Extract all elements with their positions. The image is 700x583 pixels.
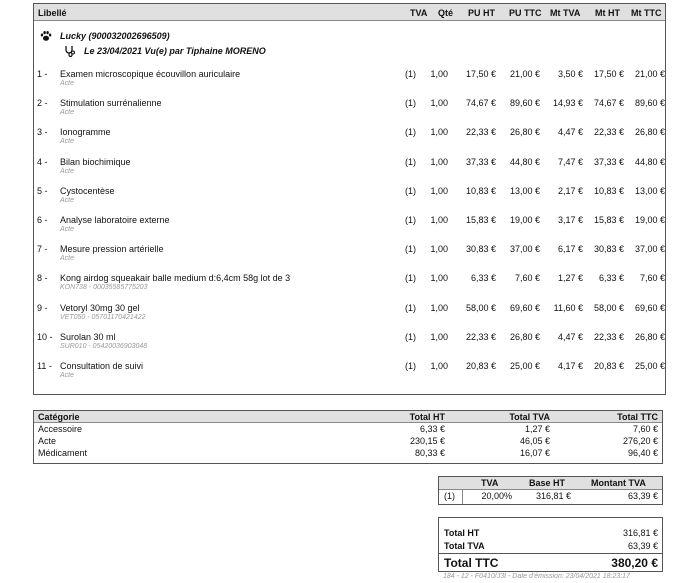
cell-pu-ttc: 26,80 € xyxy=(509,331,540,342)
table-header xyxy=(34,4,665,21)
cell-mt-ttc: 69,60 € xyxy=(634,302,665,313)
cell-mt-ttc: 19,00 € xyxy=(634,215,665,225)
vat-rate: 20,00% xyxy=(481,491,512,501)
table-row xyxy=(34,303,667,331)
category-ttc: 276,20 € xyxy=(622,436,658,446)
table-row xyxy=(34,244,667,272)
category-row xyxy=(34,423,662,435)
total-ht-label: Total HT xyxy=(444,528,480,538)
line-number: 10 - xyxy=(37,331,53,342)
cell-pu-ttc: 21,00 € xyxy=(509,69,540,79)
line-label: Surolan 30 ml xyxy=(60,331,116,342)
header-mt-ttc: Mt TTC xyxy=(631,8,662,18)
cell-mt-ttc: 21,00 € xyxy=(634,69,665,79)
cell-qte: 1,00 xyxy=(430,185,448,196)
cell-pu-ht: 37,33 € xyxy=(465,156,496,167)
table-row xyxy=(34,157,667,185)
totals-box xyxy=(438,517,663,572)
cell-tva: (1) xyxy=(405,98,416,109)
cell-mt-tva: 1,27 € xyxy=(557,273,583,284)
total-tva-value: 63,39 € xyxy=(627,541,658,551)
category-cat: Acte xyxy=(38,436,57,446)
category-ht: 6,33 € xyxy=(419,424,445,434)
line-subtitle: Acte xyxy=(60,226,75,233)
cell-pu-ttc: 69,60 € xyxy=(509,302,540,313)
cell-mt-ht: 22,33 € xyxy=(593,331,624,342)
line-number: 9 - xyxy=(37,302,48,313)
cell-mt-ttc: 13,00 € xyxy=(634,185,665,196)
cell-mt-ht: 10,83 € xyxy=(593,185,624,196)
cell-pu-ht: 22,33 € xyxy=(465,127,496,138)
line-label: Bilan biochimique xyxy=(60,156,131,167)
line-number: 6 - xyxy=(37,215,48,225)
category-ht: 80,33 € xyxy=(414,448,445,458)
line-number: 2 - xyxy=(37,98,48,109)
vat-row xyxy=(439,490,662,502)
total-ttc-value: 380,20 € xyxy=(611,556,658,570)
cell-pu-ht: 15,83 € xyxy=(465,215,496,225)
line-number: 3 - xyxy=(37,127,48,138)
table-row xyxy=(34,69,667,97)
header-total-tva: Total TVA xyxy=(509,412,550,422)
cell-tva: (1) xyxy=(405,273,416,284)
table-row xyxy=(34,215,667,243)
vat-col-divider xyxy=(462,490,463,504)
cell-pu-ttc: 7,60 € xyxy=(514,273,540,284)
cell-qte: 1,00 xyxy=(430,127,448,138)
line-subtitle: KON738 - 00035585775203 xyxy=(60,284,148,292)
line-subtitle: Acte xyxy=(60,138,75,146)
cell-mt-ht: 58,00 € xyxy=(593,302,624,313)
cell-mt-ttc: 25,00 € xyxy=(634,361,665,371)
total-tva-label: Total TVA xyxy=(444,541,485,551)
cell-mt-ttc: 26,80 € xyxy=(634,331,665,342)
cell-mt-ht: 20,83 € xyxy=(593,361,624,371)
table-row xyxy=(34,127,667,155)
line-number: 5 - xyxy=(37,185,48,196)
line-subtitle: Acte xyxy=(60,109,75,117)
cell-mt-tva: 4,47 € xyxy=(557,331,583,342)
cell-mt-ht: 17,50 € xyxy=(593,69,624,79)
category-row xyxy=(34,435,662,447)
header-base-ht: Base HT xyxy=(529,478,566,488)
line-number: 4 - xyxy=(37,156,48,167)
line-subtitle: Acte xyxy=(60,196,75,204)
line-label: Vetoryl 30mg 30 gel xyxy=(60,302,140,313)
total-ht-value: 316,81 € xyxy=(622,528,658,538)
cell-pu-ht: 30,83 € xyxy=(465,244,496,255)
category-header xyxy=(34,411,662,423)
cell-mt-tva: 3,17 € xyxy=(557,215,583,225)
cell-mt-ht: 30,83 € xyxy=(593,244,624,255)
cell-pu-ht: 22,33 € xyxy=(465,331,496,342)
cell-mt-ht: 15,83 € xyxy=(593,215,624,225)
line-subtitle: VET050 - 05701170421422 xyxy=(60,313,146,321)
cell-pu-ttc: 44,80 € xyxy=(509,156,540,167)
cell-mt-ttc: 7,60 € xyxy=(639,273,665,284)
vat-base: 316,81 € xyxy=(535,491,571,501)
category-ttc: 96,40 € xyxy=(627,448,658,458)
cell-mt-tva: 3,50 € xyxy=(557,69,583,79)
header-montant-tva: Montant TVA xyxy=(591,478,646,488)
line-label: Mesure pression artérielle xyxy=(60,244,164,255)
cell-qte: 1,00 xyxy=(430,273,448,284)
total-ttc-label: Total TTC xyxy=(444,556,499,570)
line-label: Analyse laboratoire externe xyxy=(60,215,170,225)
line-label: Cystocentèse xyxy=(60,185,115,196)
header-mt-ht: Mt HT xyxy=(595,8,620,18)
line-label: Examen microscopique écouvillon auriculaire xyxy=(60,69,241,79)
header-tva: TVA xyxy=(410,8,428,18)
line-subtitle: Acte xyxy=(60,255,75,263)
cell-mt-ht: 74,67 € xyxy=(593,98,624,109)
cell-qte: 1,00 xyxy=(430,244,448,255)
patient-name: Lucky (900032002696509) xyxy=(60,31,170,41)
cell-qte: 1,00 xyxy=(430,69,448,79)
vat-table xyxy=(438,476,663,505)
cell-tva: (1) xyxy=(405,361,416,371)
cell-qte: 1,00 xyxy=(430,156,448,167)
cell-pu-ht: 6,33 € xyxy=(470,273,496,284)
header-pu-ht: PU HT xyxy=(468,8,495,18)
line-label: Stimulation surrénalienne xyxy=(60,98,162,109)
cell-mt-ttc: 89,60 € xyxy=(634,98,665,109)
line-subtitle: SUR010 - 05420036903048 xyxy=(60,342,148,350)
cell-tva: (1) xyxy=(405,156,416,167)
line-subtitle: Acte xyxy=(60,167,75,175)
visit-info: Le 23/04/2021 Vu(e) par Tiphaine MORENO xyxy=(84,46,266,56)
cell-pu-ttc: 37,00 € xyxy=(509,244,540,255)
category-tva: 46,05 € xyxy=(519,436,550,446)
invoice-lines-table xyxy=(33,3,666,395)
cell-mt-ttc: 26,80 € xyxy=(634,127,665,138)
cell-pu-ttc: 26,80 € xyxy=(509,127,540,138)
cell-qte: 1,00 xyxy=(430,361,448,371)
cell-pu-ht: 20,83 € xyxy=(465,361,496,371)
cell-mt-tva: 6,17 € xyxy=(557,244,583,255)
cell-mt-tva: 2,17 € xyxy=(557,185,583,196)
vat-amount: 63,39 € xyxy=(627,491,658,501)
cell-qte: 1,00 xyxy=(430,302,448,313)
cell-pu-ht: 10,83 € xyxy=(465,185,496,196)
header-categorie: Catégorie xyxy=(38,412,80,422)
cell-mt-tva: 4,17 € xyxy=(557,361,583,371)
cell-tva: (1) xyxy=(405,302,416,313)
totals-divider xyxy=(439,553,662,554)
cell-pu-ht: 74,67 € xyxy=(465,98,496,109)
header-total-ttc: Total TTC xyxy=(617,412,658,422)
line-number: 1 - xyxy=(37,69,48,79)
cell-mt-tva: 4,47 € xyxy=(557,127,583,138)
cell-pu-ttc: 19,00 € xyxy=(509,215,540,225)
cell-tva: (1) xyxy=(405,244,416,255)
table-row xyxy=(34,98,667,126)
table-row xyxy=(34,273,667,301)
document-footer: 184 - 12 - F0410/J3t - Date d'émission: 23/04/2021 18:23:17 xyxy=(443,573,630,580)
cell-mt-ht: 6,33 € xyxy=(598,273,624,284)
category-row xyxy=(34,447,662,459)
header-mt-tva: Mt TVA xyxy=(550,8,581,18)
category-tva: 16,07 € xyxy=(519,448,550,458)
cell-qte: 1,00 xyxy=(430,331,448,342)
cell-tva: (1) xyxy=(405,69,416,79)
category-tva: 1,27 € xyxy=(524,424,550,434)
category-cat: Accessoire xyxy=(38,424,83,434)
cell-tva: (1) xyxy=(405,215,416,225)
line-number: 11 - xyxy=(37,361,52,371)
table-row xyxy=(34,332,667,360)
stethoscope-icon xyxy=(64,45,76,57)
category-summary-table xyxy=(33,410,663,464)
category-ht: 230,15 € xyxy=(409,436,445,446)
paw-icon xyxy=(40,30,52,42)
cell-pu-ttc: 25,00 € xyxy=(509,361,540,371)
cell-mt-tva: 7,47 € xyxy=(557,156,583,167)
table-row xyxy=(34,361,667,389)
vat-header xyxy=(439,477,662,490)
header-vat-rate: TVA xyxy=(481,478,499,488)
line-number: 8 - xyxy=(37,273,48,284)
cell-mt-ht: 22,33 € xyxy=(593,127,624,138)
header-pu-ttc: PU TTC xyxy=(509,8,542,18)
cell-mt-ttc: 44,80 € xyxy=(634,156,665,167)
line-subtitle: Acte xyxy=(60,372,75,379)
cell-qte: 1,00 xyxy=(430,98,448,109)
category-ttc: 7,60 € xyxy=(632,424,658,434)
cell-pu-ht: 17,50 € xyxy=(465,69,496,79)
cell-tva: (1) xyxy=(405,127,416,138)
cell-tva: (1) xyxy=(405,331,416,342)
header-total-ht: Total HT xyxy=(409,412,445,422)
cell-pu-ht: 58,00 € xyxy=(465,302,496,313)
cell-mt-ttc: 37,00 € xyxy=(634,244,665,255)
cell-mt-ht: 37,33 € xyxy=(593,156,624,167)
table-row xyxy=(34,186,667,214)
cell-mt-tva: 14,93 € xyxy=(552,98,583,109)
header-libelle: Libellé xyxy=(38,8,67,18)
vat-code: (1) xyxy=(444,491,455,501)
cell-mt-tva: 11,60 € xyxy=(553,302,583,313)
line-label: Ionogramme xyxy=(60,127,111,138)
cell-tva: (1) xyxy=(405,185,416,196)
line-label: Consultation de suivi xyxy=(60,361,144,371)
cell-pu-ttc: 89,60 € xyxy=(509,98,540,109)
category-cat: Médicament xyxy=(38,448,88,458)
line-label: Kong airdog squeakair balle medium d:6,4cm 58g lot de 3 xyxy=(60,273,291,284)
cell-pu-ttc: 13,00 € xyxy=(509,185,540,196)
line-number: 7 - xyxy=(37,244,48,255)
line-subtitle: Acte xyxy=(60,80,75,87)
cell-qte: 1,00 xyxy=(430,215,448,225)
header-qte: Qté xyxy=(438,8,454,18)
